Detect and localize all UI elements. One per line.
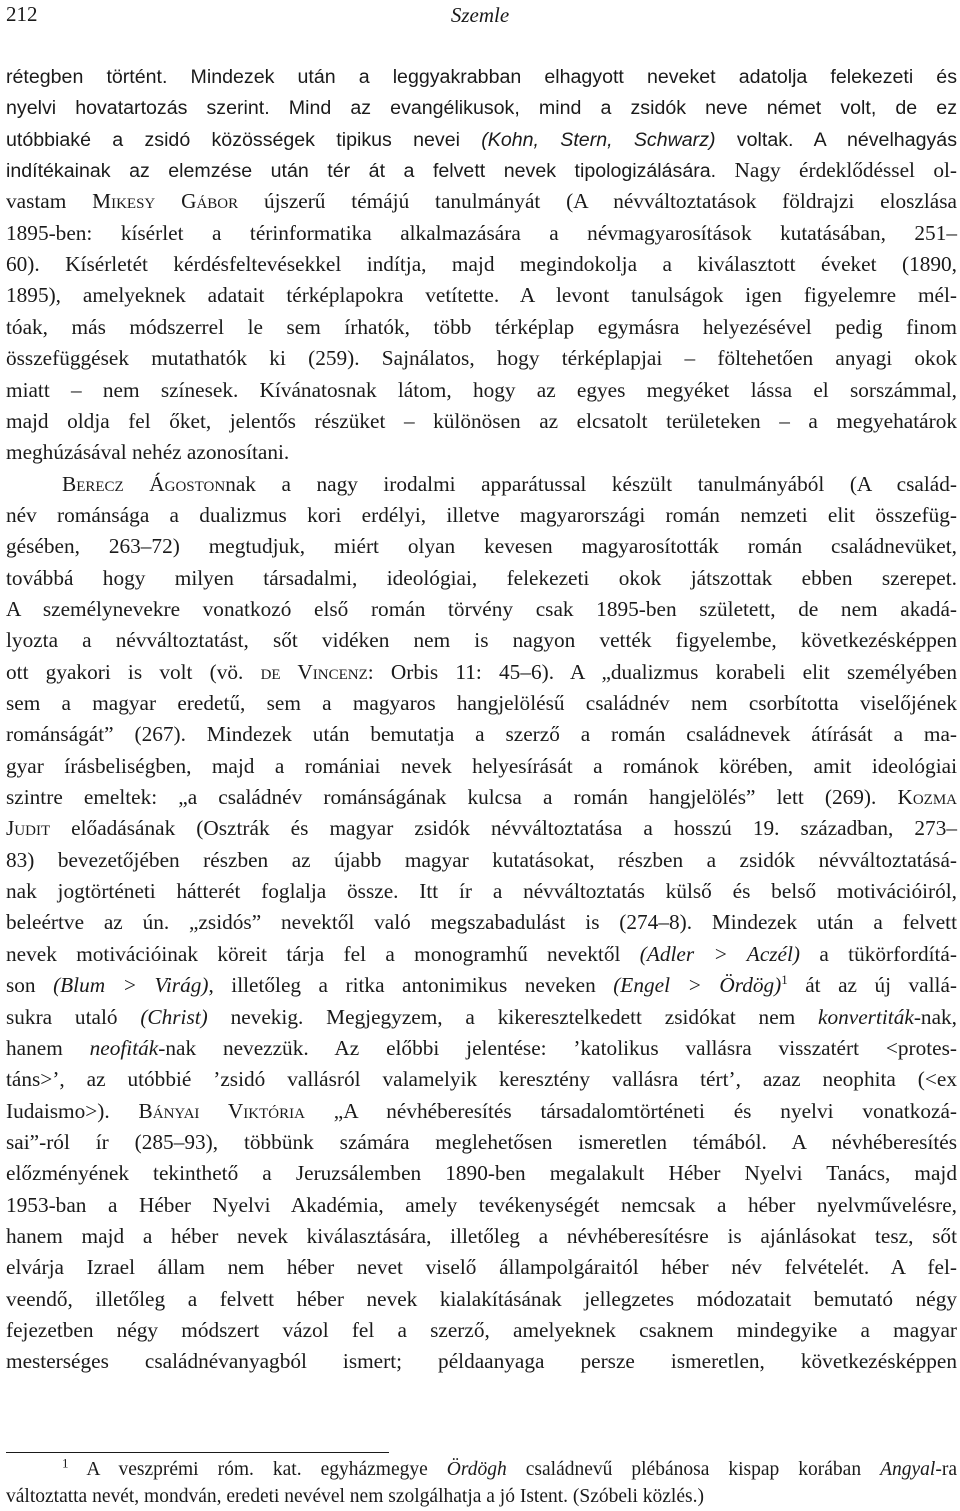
text-run: szintre emeltek: „a családnév románságának kulcsa a román hangjelölés” lett (269). xyxy=(6,785,898,810)
text-line xyxy=(6,970,957,1001)
text-line xyxy=(6,907,957,938)
text-run: -nak nevezzük. Az előbbi jelentése: ’katolikus vallásra visszatért <protes- xyxy=(158,1035,957,1060)
text-run: A veszprémi róm. kat. egyházmegye xyxy=(68,1459,447,1480)
footnote-line xyxy=(6,1482,957,1511)
text-run: rétegben történt. Mindezek után a leggyakrabban elhagyott neveket adatolja felekezeti és xyxy=(6,66,957,88)
text-run: (Christ) xyxy=(140,1004,208,1029)
text-line xyxy=(6,1346,957,1377)
text-run: nak a nagy irodalmi apparátussal készült tanulmányából (A család- xyxy=(225,471,957,496)
text-run: nyelvi hovatartozás szerint. Mind az evangélikusok, mind a zsidók neve német volt, de ez xyxy=(6,97,957,120)
footnote-marker: 1 xyxy=(781,972,788,988)
text-run: 83) bevezetőjében részben az újabb magyar kutatásokat, részben a zsidók névváltoztatásá- xyxy=(6,847,957,872)
text-run: hanem majd a héber nevek kiválasztására, illetőleg a névhéberesítésre is ajánlásokat tesz, sőt xyxy=(6,1223,957,1248)
text-run: „A névhéberesítés társadalomtörténeti és nyelvi vonatkozá- xyxy=(304,1098,958,1123)
text-run: sem a magyar eredetű, sem a magyaros hangjelölésű családnév nem csorbította viselőjének xyxy=(6,691,957,715)
text-run: nevekig. Megjegyzem, a kikeresztelkedett zsidókat nem xyxy=(207,1004,819,1029)
text-run: újszerű témájú tanulmányát (A névváltoztatások földrajzi eloszlása xyxy=(238,189,958,214)
text-run: át az új vallá- xyxy=(787,973,957,998)
text-run: Judit xyxy=(6,816,51,841)
page-number: 212 xyxy=(6,2,38,26)
text-line xyxy=(6,124,957,155)
text-line xyxy=(6,61,957,92)
text-run: változtatta nevét, mondván, eredeti nevével nem szolgálhatja a jó Istent. (Szóbeli közlés.) xyxy=(6,1486,704,1507)
text-line xyxy=(6,563,957,594)
text-run: tóak, más módszerrel le sem írhatók, több térképlap egymásra helyezésével pedig finom xyxy=(6,314,957,339)
footnote-marker: 1 xyxy=(62,1455,69,1471)
text-run: -ra xyxy=(935,1459,957,1480)
text-line xyxy=(6,186,957,217)
text-run: konvertiták xyxy=(818,1004,914,1029)
text-run: meghúzásával nehéz azonosítani. xyxy=(6,440,290,465)
text-line xyxy=(6,751,957,782)
text-run: : Orbis 11: 45–6). A „dualizmus korabeli elit személyében xyxy=(367,659,957,684)
text-run: összefüggések mutathatók ki (259). Sajnálatos, hogy térképlapjai – föltehetően anyagi okok xyxy=(6,346,957,371)
text-run: (Kohn, Stern, Schwarz) xyxy=(481,128,716,151)
text-line xyxy=(6,1064,957,1095)
text-line xyxy=(6,1002,957,1033)
text-line xyxy=(6,719,957,750)
text-run: 1953-ban a Héber Nyelvi Akadémia, amely tevékenységét nemcsak a héber nyelvművelésre, xyxy=(6,1192,957,1217)
running-head: Szemle xyxy=(450,3,510,27)
text-line xyxy=(6,1315,957,1346)
text-run: de Vincenz xyxy=(260,659,368,684)
text-line xyxy=(6,249,957,280)
text-run: veendő, illetőleg a felvett héber nevek kialakításának jellegzetes módozatait bemutató négy xyxy=(6,1286,957,1311)
text-run: 60). Kísérletét kérdésfeltevésekkel indítja, majd megindokolja a kiválasztott éveket (1890, xyxy=(6,252,957,277)
text-run: fejezetben négy módszert vázol fel a szerző, amelyeknek csaknem mindegyike a magyar xyxy=(6,1318,957,1342)
text-run: Berecz Ágoston xyxy=(62,471,226,496)
text-line xyxy=(6,813,957,844)
text-run: továbbá hogy milyen társadalmi, ideológiai, felekezeti okok játszottak ebben szerepet. xyxy=(6,565,957,590)
text-line xyxy=(6,1096,957,1127)
text-run: gyar írásbeliségben, majd a romániai nevek helyesírását a románok körében, amit ideológiai xyxy=(6,753,957,778)
text-run: majd oldja fel őket, jelentős részüket – különösen az elcsatolt területeken – a megyehatárok xyxy=(6,408,957,433)
text-line xyxy=(6,782,957,813)
text-line xyxy=(6,218,957,249)
text-line xyxy=(6,1252,957,1283)
text-run: gésében, 263–72) megtudjuk, miért olyan kevesen magyarosították román családnevüket, xyxy=(6,534,957,559)
text-line xyxy=(6,1221,957,1252)
text-line xyxy=(6,845,957,876)
text-line xyxy=(6,406,957,437)
text-line xyxy=(6,1284,957,1315)
text-run: mesterséges családnévanyagból ismert; példaanyaga persze ismeretlen, következésképpen xyxy=(6,1349,957,1374)
text-line xyxy=(6,500,957,531)
text-line xyxy=(6,939,957,970)
text-run: Ördögh xyxy=(446,1459,507,1480)
text-run: lyozta a névváltoztatást, sőt vidéken nem is nagyon vették figyelembe, következésképpen xyxy=(6,628,957,653)
text-run: neofiták xyxy=(89,1035,159,1060)
text-run: név románsága a dualizmus kori erdélyi, illetve magyarországi román nemzeti elit összefüg- xyxy=(6,502,957,527)
text-line xyxy=(6,1033,957,1064)
text-run: Bányai Viktória xyxy=(138,1098,305,1123)
text-run: elvárja Izrael állam nem héber nevet viselő állampolgáraitól héber név felvételét. A fel- xyxy=(6,1255,957,1280)
text-run: 1895), amelyeknek adatait térképlapokra vetítette. A levont tanulságok igen figyelemre mél- xyxy=(6,283,957,308)
text-line xyxy=(6,437,957,468)
text-run: sai”-ról ír (285–93), többünk számára meglehetősen ismeretlen témából. A névhéberesítés xyxy=(6,1129,957,1154)
text-line xyxy=(6,657,957,688)
text-line xyxy=(6,375,957,406)
text-run: (Engel > Ördög) xyxy=(613,973,782,998)
text-run: Kozma xyxy=(897,785,957,810)
text-run: beleértve az ún. „zsidós” nevektől való megszabadulást is (274–8). Mindezek után a felvett xyxy=(6,910,957,935)
text-line xyxy=(6,155,957,186)
footnote-line xyxy=(62,1455,957,1484)
text-line xyxy=(6,688,957,719)
text-run: a tükörfordítá- xyxy=(800,941,957,966)
text-run: indítékainak az elemzése után tér át a felvett nevek tipologizálására. xyxy=(6,160,717,183)
text-line xyxy=(6,625,957,656)
text-line xyxy=(6,876,957,907)
text-run: utóbbiaké a zsidó közösségek tipikus nevei xyxy=(6,128,482,151)
text-run: nevek motivációinak köreit tárja fel a monogramhű nevektől xyxy=(6,941,640,966)
text-line xyxy=(62,469,957,500)
text-line xyxy=(6,594,957,625)
text-run: ott gyakori is volt (vö. xyxy=(6,659,261,684)
text-line xyxy=(6,280,957,311)
text-run: sukra utaló xyxy=(6,1004,141,1029)
text-run: 1895-ben: kísérlet a térinformatika alkalmazására a névmagyarosítások kutatásában, 251– xyxy=(6,220,957,245)
footnote-rule xyxy=(6,1452,389,1453)
text-run: családnevű plébánosa kispap korában xyxy=(506,1459,881,1480)
text-run: Nagy érdeklődéssel ol- xyxy=(716,158,957,183)
text-run: románságát” (267). Mindezek után bemutatja a szerző a román családnevek átírását a ma- xyxy=(6,722,957,747)
text-run: előadásának (Osztrák és magyar zsidók névváltoztatása a hosszú 19. században, 273– xyxy=(50,816,957,841)
text-line xyxy=(6,92,957,123)
text-run: miatt – nem színesek. Kívánatosnak látom, hogy az egyes megyéket lássa el sorszámmal, xyxy=(6,377,957,402)
text-run: son xyxy=(6,973,54,998)
text-run: (Blum > Virág) xyxy=(53,973,209,998)
text-line xyxy=(6,343,957,374)
text-line xyxy=(6,1127,957,1158)
text-line xyxy=(6,1190,957,1221)
page-header xyxy=(0,0,960,34)
text-run: táns>’, az utóbbié ’zsidó vallásról valamelyik keresztény vallásra tért’, azaz neophita (<ex xyxy=(6,1067,957,1092)
text-run: voltak. A névelhagyás xyxy=(715,128,957,151)
text-run: nak jogtörténeti hátterét foglalja össze. Itt ír a névváltoztatás külső és belső motivációiról, xyxy=(6,879,957,904)
text-run: hanem xyxy=(6,1035,90,1060)
text-run: Angyal xyxy=(880,1459,936,1480)
text-run: előzményének tekinthető a Jeruzsálemben 1890-ben megalakult Héber Nyelvi Tanács, majd xyxy=(6,1161,957,1186)
text-run: -nak, xyxy=(913,1004,957,1029)
text-run: Iudaismo>). xyxy=(6,1098,139,1123)
text-run: , illetőleg a ritka antonimikus neveken xyxy=(208,973,614,998)
text-run: A személynevekre vonatkozó első román törvény csak 1895-ben született, de nem akadá- xyxy=(6,596,957,621)
text-line xyxy=(6,312,957,343)
text-run: vastam xyxy=(6,189,93,214)
text-line xyxy=(6,1158,957,1189)
text-line xyxy=(6,531,957,562)
text-run: Mikesy Gábor xyxy=(92,189,239,214)
text-run: (Adler > Aczél) xyxy=(639,941,801,966)
